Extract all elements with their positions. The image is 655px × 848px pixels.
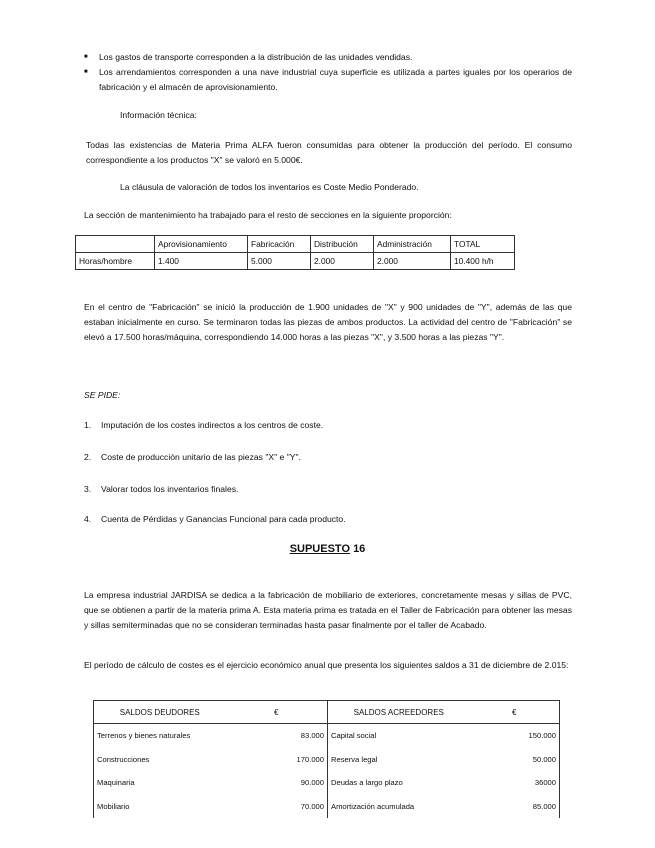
table-cell bbox=[76, 236, 155, 253]
task-number: 1. bbox=[84, 420, 92, 430]
table-cell: Deudas a largo plazo bbox=[331, 778, 403, 788]
task-text: Imputación de los costes indirectos a los centros de coste. bbox=[101, 420, 324, 430]
table-cell: Reserva legal bbox=[331, 754, 378, 764]
table-cell: 5.000 bbox=[248, 253, 311, 270]
table-cell: SALDOS DEUDORES bbox=[94, 701, 226, 724]
table-cell: 90.000 bbox=[226, 771, 328, 795]
para-mantenimiento: La sección de mantenimiento ha trabajado para el resto de secciones en la siguiente proporción: bbox=[84, 210, 452, 220]
table-cell: TOTAL bbox=[451, 236, 515, 253]
table-cell: 170.000 bbox=[226, 748, 328, 772]
table-cell: 36000 bbox=[534, 778, 556, 788]
table-cell: Administración bbox=[374, 236, 451, 253]
bullet-transporte: ■ Los gastos de transporte corresponden a la distribución de las unidades vendidas. bbox=[84, 50, 572, 65]
table-row bbox=[94, 748, 560, 772]
table-cell: Terrenos y bienes naturales bbox=[97, 731, 191, 741]
maintenance-table bbox=[75, 235, 515, 270]
para-materia-prima: Todas las existencias de Materia Prima ALFA fueron consumidas para obtener la producción del período. El consumo correspondiente a los productos "X" se valoró en 5.000€. bbox=[86, 140, 572, 165]
table-cell: 150.000 bbox=[528, 731, 556, 741]
table-cell: 1.400 bbox=[155, 253, 248, 270]
title-number: 16 bbox=[353, 543, 366, 555]
table-cell: 10.400 h/h bbox=[451, 253, 515, 270]
para-valoracion: La cláusula de valoración de todos los inventarios es Coste Medio Ponderado. bbox=[120, 182, 419, 192]
table-row bbox=[94, 795, 560, 819]
table-cell: Amortización acumulada bbox=[331, 801, 415, 811]
title-word: SUPUESTO bbox=[289, 543, 350, 555]
para-periodo: El período de cálculo de costes es el ejercicio económico anual que presenta los siguientes saldos a 31 de diciembre de 2.015: bbox=[84, 660, 569, 670]
task-text: Valorar todos los inventarios finales. bbox=[101, 484, 239, 494]
task-number: 3. bbox=[84, 484, 92, 494]
table-cell: Fabricación bbox=[248, 236, 311, 253]
table-cell: Capital social bbox=[331, 731, 377, 741]
table-header-row bbox=[94, 701, 560, 724]
table-cell: Construcciones bbox=[97, 754, 150, 764]
se-pide-heading: SE PIDE: bbox=[84, 390, 121, 400]
task-text: Cuenta de Pérdidas y Ganancias Funcional para cada producto. bbox=[101, 514, 346, 524]
task-text: Coste de producción unitario de las piezas "X" e "Y". bbox=[101, 452, 301, 462]
table-cell: Mobiliario bbox=[97, 801, 130, 811]
para-jardisa: La empresa industrial JARDISA se dedica a la fabricación de mobiliario de exteriores, concretamente mesas y sillas de PVC, que se obtienen a partir de la materia prima A. Esta materia prima es tratada en el Taller de Fabricación para obtener las mesas y sillas semiterminadas que no se consideran terminadas hasta pasar finalmente por el taller de Acabado. bbox=[84, 590, 572, 630]
bullet-arrendamientos: ■ Los arrendamientos corresponden a una nave industrial cuya superficie es utilizada a partes iguales por los operarios de fabricación y el almacén de aprovisionamiento. bbox=[84, 65, 572, 95]
table-cell: SALDOS ACREEDORES bbox=[328, 701, 470, 724]
table-cell: 2.000 bbox=[374, 253, 451, 270]
table-cell: 50.000 bbox=[532, 754, 556, 764]
table-cell: Horas/hombre bbox=[76, 253, 155, 270]
table-row bbox=[94, 724, 560, 748]
task-item bbox=[84, 450, 554, 464]
table-cell: 70.000 bbox=[226, 795, 328, 819]
task-number: 2. bbox=[84, 452, 92, 462]
table-row bbox=[94, 771, 560, 795]
info-heading: Información técnica: bbox=[120, 110, 197, 120]
bullet-list bbox=[84, 50, 572, 95]
task-item bbox=[84, 482, 554, 496]
task-item bbox=[84, 418, 554, 432]
table-cell: 2.000 bbox=[311, 253, 374, 270]
table-cell: 85.000 bbox=[532, 801, 556, 811]
table-cell: 83.000 bbox=[226, 724, 328, 748]
table-cell: Aprovisionamiento bbox=[155, 236, 248, 253]
table-cell: Maquinaria bbox=[97, 778, 135, 788]
para-fabricacion: En el centro de "Fabricación" se inició la producción de 1.900 unidades de "X" y 900 unidades de "Y", además de las que estaban inicialmente en curso. Se terminaron todas las piezas de ambos productos. La actividad del centro de "Fabricación" se elevó a 17.500 horas/máquina, correspondiendo 14.000 horas a las piezas "X", y 3.500 horas a las piezas "Y". bbox=[84, 302, 572, 342]
section-title bbox=[0, 543, 655, 555]
table-header-row bbox=[76, 236, 515, 253]
task-item bbox=[84, 512, 554, 526]
task-number: 4. bbox=[84, 514, 92, 524]
table-row bbox=[76, 253, 515, 270]
table-cell: € bbox=[226, 701, 328, 724]
table-cell: Distribución bbox=[311, 236, 374, 253]
balances-table bbox=[93, 700, 560, 818]
table-cell: € bbox=[470, 701, 560, 724]
